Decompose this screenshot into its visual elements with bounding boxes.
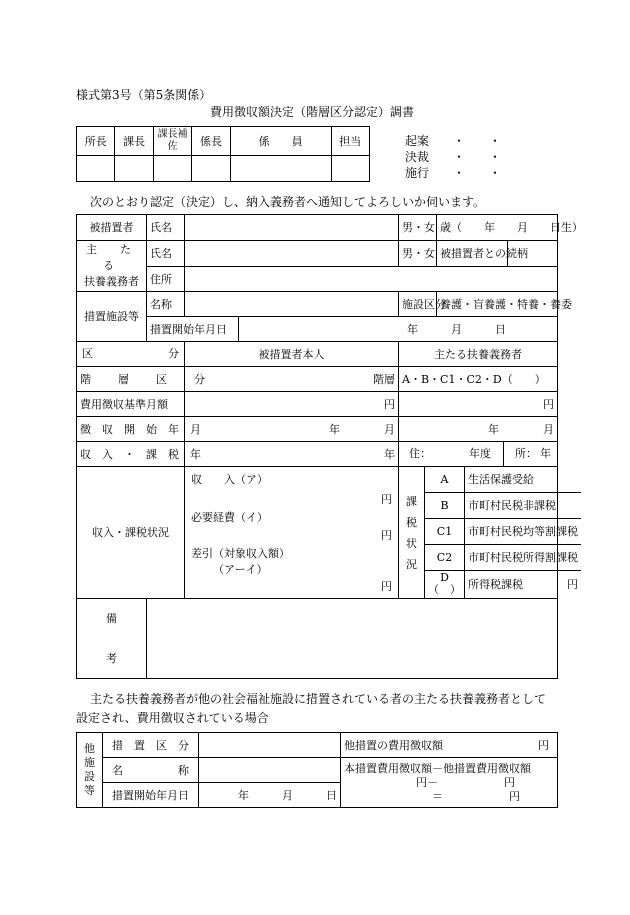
other-kaishi-field[interactable]: 年 月 日 bbox=[199, 783, 341, 808]
label-name: 氏名 bbox=[147, 215, 185, 241]
sex-select[interactable]: 男・女 bbox=[399, 241, 437, 267]
label-shunyu-nen: 収 入 ・ 課 税 年 bbox=[77, 442, 185, 467]
shisetsu-name-field[interactable] bbox=[185, 292, 399, 317]
label-honnin: 被措置者本人 bbox=[185, 342, 399, 367]
approval-head: 担当 bbox=[331, 127, 369, 156]
other-fee-field[interactable]: 他措置の費用徴収額 円 bbox=[341, 733, 558, 758]
kaiso-options[interactable]: A・B・C1・C2・D（ ） bbox=[399, 367, 558, 392]
label-shisetsu-kubun: 施設区分 bbox=[399, 292, 437, 317]
approval-head: 係長 bbox=[192, 127, 230, 156]
kaishi-date-field[interactable]: 年 月 日 bbox=[239, 317, 558, 342]
approval-head: 課長 bbox=[115, 127, 153, 156]
approval-table bbox=[76, 126, 370, 182]
other-facility-table bbox=[76, 732, 558, 808]
note-text: 主たる扶養義務者が他の社会福祉施設に措置されている者の主たる扶養義務者として設定され、費用徴収されている場合 bbox=[76, 692, 547, 725]
choshu-honnin-field[interactable]: 年 月 bbox=[185, 417, 399, 442]
label-address: 住所 bbox=[147, 267, 185, 292]
tax-code: A bbox=[425, 467, 465, 492]
label-meisho: 名称 bbox=[147, 292, 185, 317]
label-fuyo: 主 た る 扶養義務者 bbox=[77, 241, 147, 292]
kessai-date: 決裁 ・ ・ bbox=[405, 150, 502, 164]
stamp-box[interactable] bbox=[115, 156, 153, 182]
address-field[interactable] bbox=[185, 267, 558, 292]
label-kubun: 区 分 bbox=[77, 342, 185, 367]
formula-field[interactable]: 本措置費用徴収額－他措置費用徴収額 円－ 円 ＝ 円 bbox=[341, 758, 558, 808]
form-title: 費用徴収額決定（階層区分認定）調書 bbox=[210, 105, 415, 119]
label-choshu: 徴 収 開 始 年 月 bbox=[77, 417, 185, 442]
label-name: 氏名 bbox=[147, 241, 185, 267]
biko-field[interactable] bbox=[147, 599, 558, 679]
tax-label[interactable]: 市町村民税均等割課税 bbox=[465, 518, 582, 544]
stamp-box[interactable] bbox=[153, 156, 191, 182]
fuyo-name-field[interactable] bbox=[185, 241, 399, 267]
label-kazei-jokyo: 課 税 状 況 bbox=[399, 467, 425, 599]
label-other-meisho: 名 称 bbox=[103, 758, 199, 783]
shisetsu-kubun-options[interactable]: 養護・盲養護・特養・養委 bbox=[437, 292, 558, 317]
tax-label[interactable]: 市町村民税所得割課税 bbox=[465, 544, 582, 570]
stamp-box[interactable] bbox=[230, 156, 331, 182]
income-honnin-block[interactable]: 収 入（ア） 円 必要経費（イ） 円 差引（対象収入額） （アーイ） 円 bbox=[185, 467, 399, 599]
shunyu-fuyo-field[interactable]: 住： 年度 所： 年 bbox=[399, 442, 558, 467]
stamp-box[interactable] bbox=[77, 156, 115, 182]
label-kaishi: 措置開始年月日 bbox=[147, 317, 239, 342]
label-relation: 被措置者との続柄 bbox=[437, 241, 508, 267]
tax-code: D （ ） bbox=[425, 570, 465, 598]
stamp-box[interactable] bbox=[192, 156, 230, 182]
intro-text: 次のとおり認定（決定）し、納入義務者へ通知してよろしいか伺います。 bbox=[90, 195, 486, 209]
other-kubun-field[interactable] bbox=[199, 733, 341, 758]
tax-label[interactable]: 生活保護受給 bbox=[465, 467, 582, 492]
kijun-fuyo-field[interactable]: 円 bbox=[399, 392, 558, 417]
label-fuyo-gimusha: 主たる扶養義務者 bbox=[399, 342, 558, 367]
label-biko: 備 考 bbox=[77, 599, 147, 679]
label-jokyo: 収入・課税状況 bbox=[77, 467, 185, 599]
hisochisha-name-field[interactable] bbox=[185, 215, 399, 241]
tax-code: C1 bbox=[425, 518, 465, 544]
form-number: 様式第3号（第5条関係） bbox=[76, 88, 212, 102]
choshu-fuyo-field[interactable]: 年 月 bbox=[399, 417, 558, 442]
stamp-box[interactable] bbox=[331, 156, 369, 182]
approval-head: 課長補佐 bbox=[153, 127, 191, 156]
kaiso-honnin-field[interactable]: 階層 bbox=[185, 367, 399, 392]
label-sochi-kubun: 措 置 区 分 bbox=[103, 733, 199, 758]
tax-label[interactable]: 所得税課税 円 bbox=[465, 570, 582, 598]
kian-date: 起案 ・ ・ bbox=[405, 134, 502, 148]
label-other-side: 他 施 設 等 bbox=[77, 733, 103, 808]
label-hisochisha: 被措置者 bbox=[77, 215, 147, 241]
shunyu-honnin-field[interactable]: 年 bbox=[185, 442, 399, 467]
tax-label[interactable]: 市町村民税非課税 bbox=[465, 492, 582, 518]
age-birth-field[interactable]: 歳（ 年 月 日生） bbox=[437, 215, 558, 241]
kijun-honnin-field[interactable]: 円 bbox=[185, 392, 399, 417]
tax-code: C2 bbox=[425, 544, 465, 570]
shiko-date: 施行 ・ ・ bbox=[405, 166, 502, 180]
tax-code: B bbox=[425, 492, 465, 518]
label-shisetsu: 措置施設等 bbox=[77, 292, 147, 342]
label-kijun: 費用徴収基準月額 bbox=[77, 392, 185, 417]
label-other-kaishi: 措置開始年月日 bbox=[103, 783, 199, 808]
approval-head: 係 員 bbox=[230, 127, 331, 156]
tax-status-list bbox=[425, 467, 579, 599]
other-name-field[interactable] bbox=[199, 758, 341, 783]
approval-head: 所長 bbox=[77, 127, 115, 156]
label-kaiso: 階 層 区 分 bbox=[77, 367, 185, 392]
main-table bbox=[76, 214, 584, 679]
sex-select[interactable]: 男・女 bbox=[399, 215, 437, 241]
